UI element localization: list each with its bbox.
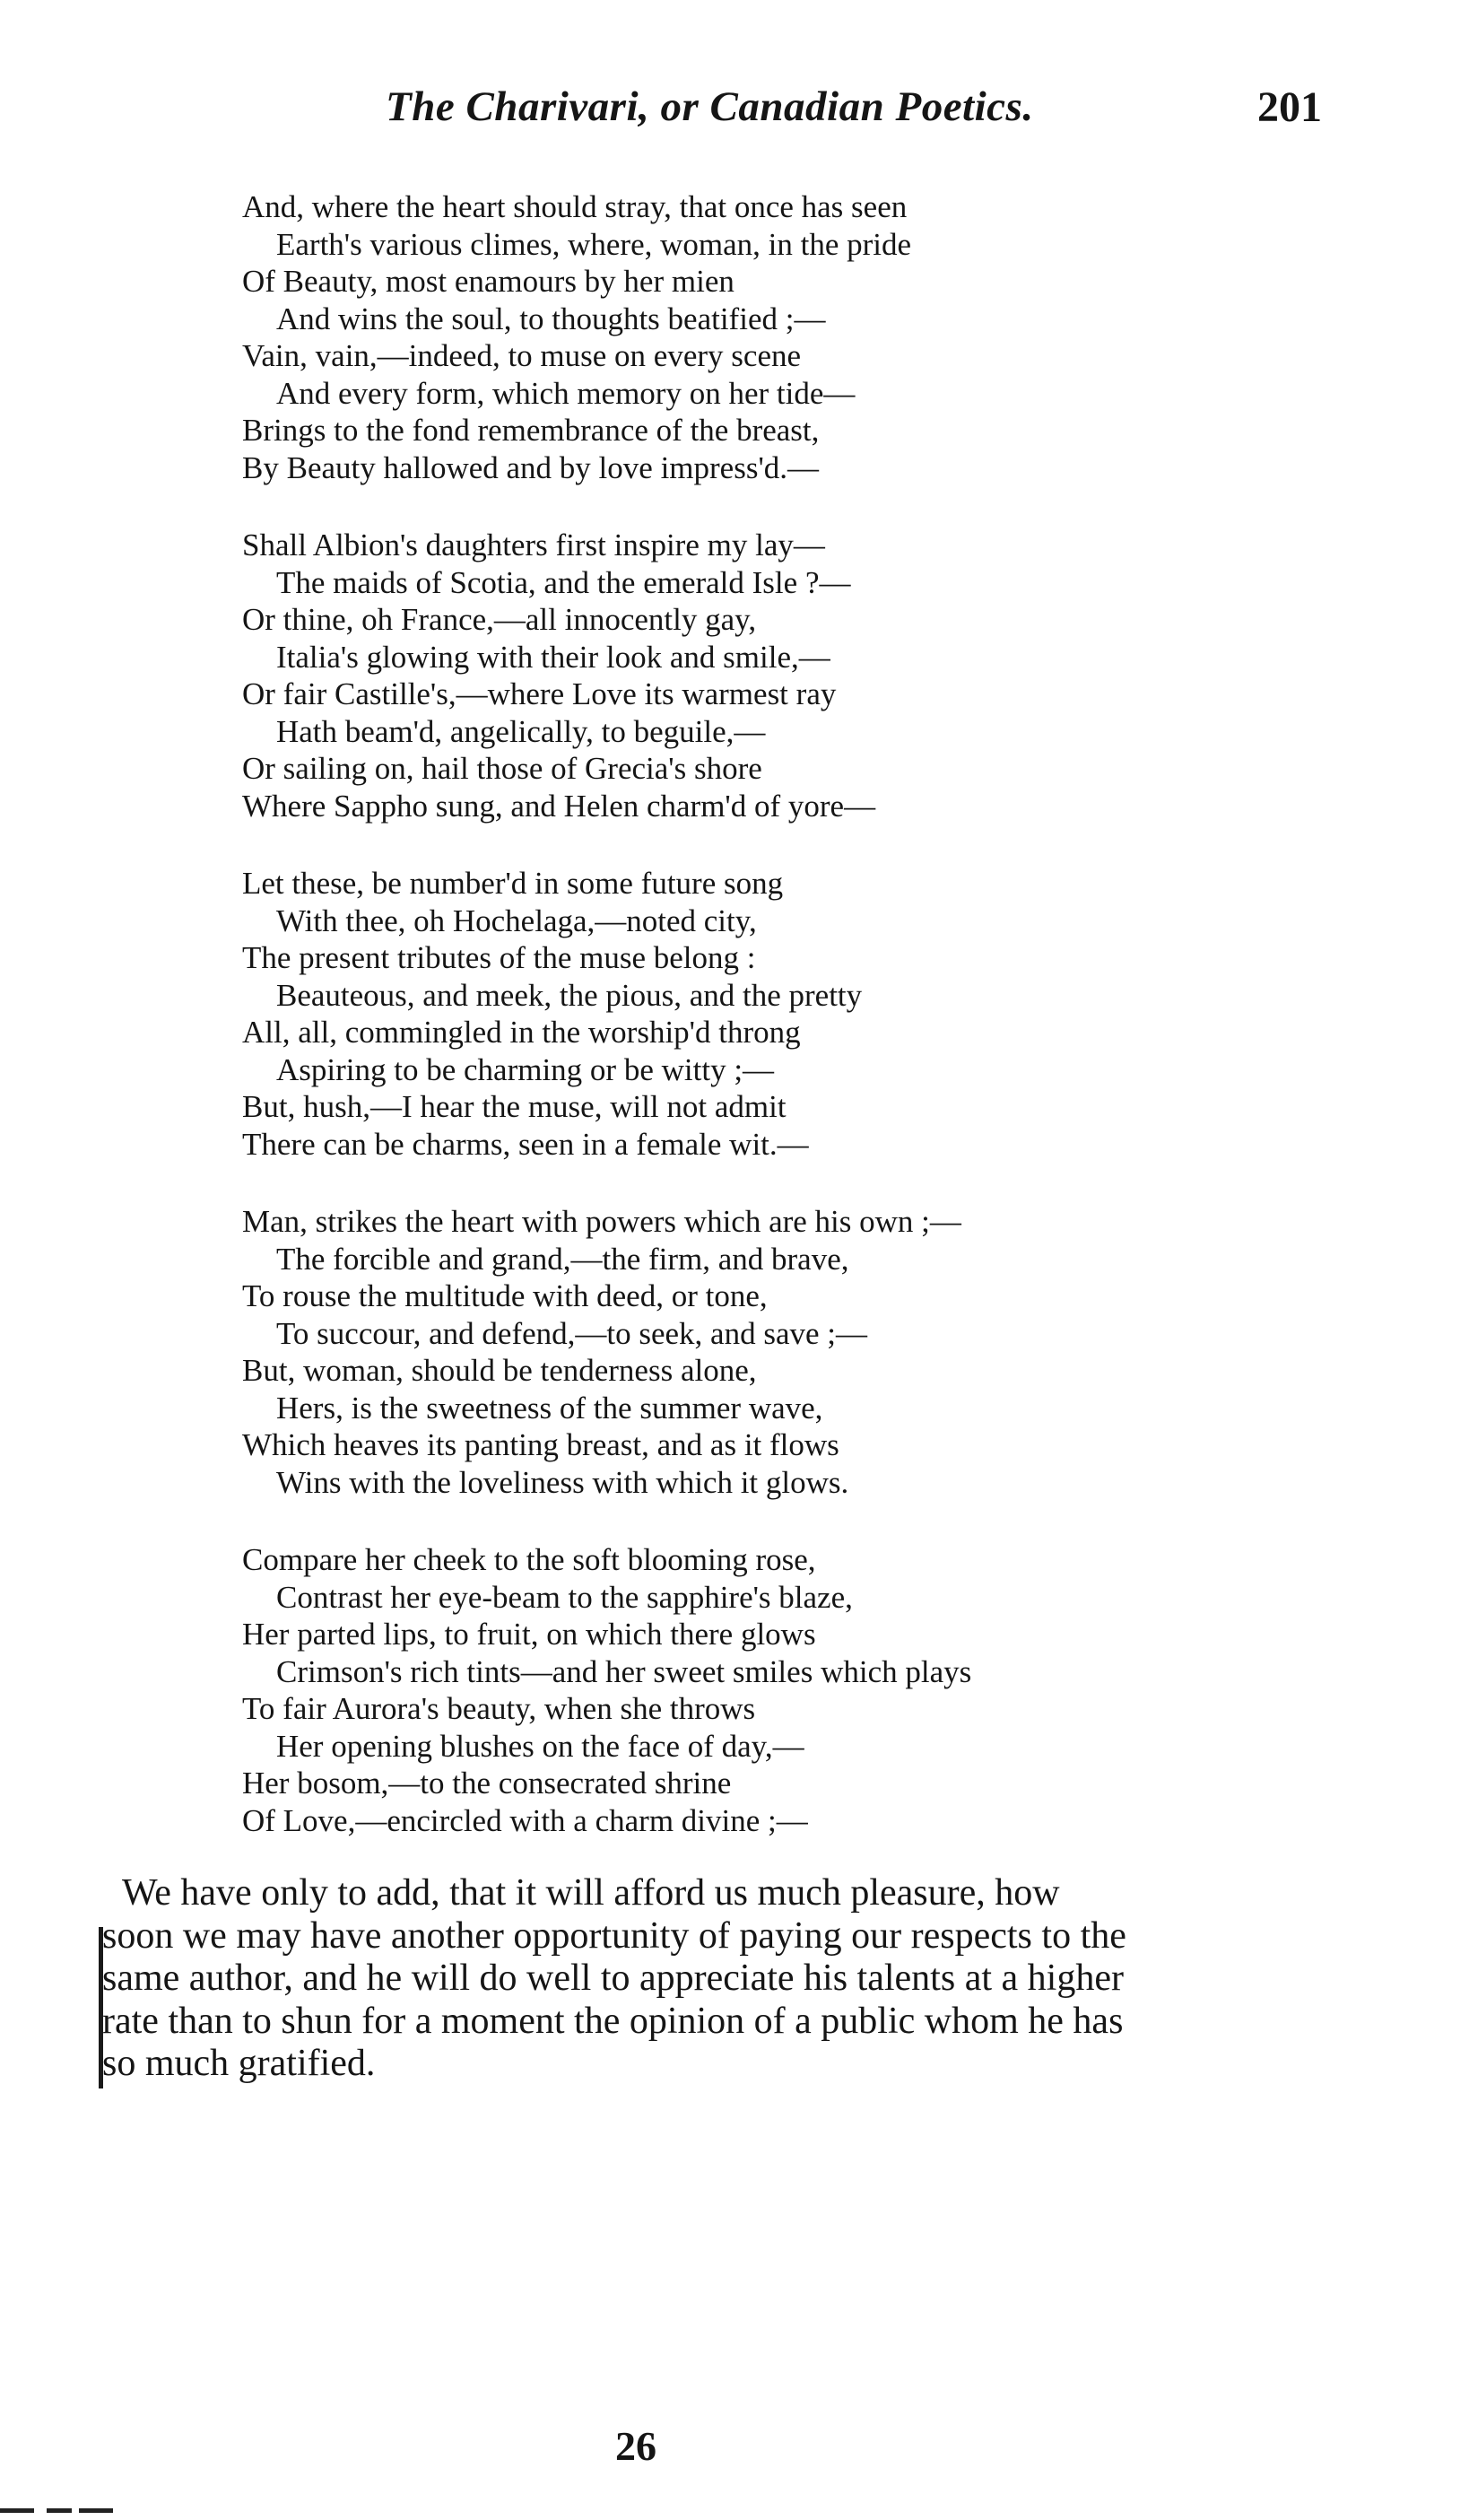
poem-line: Crimson's rich tints—and her sweet smiles which plays <box>276 1653 972 1689</box>
poem-line: Or fair Castille's,—where Love its warmest ray <box>242 676 837 711</box>
poem-line: Hath beam'd, angelically, to beguile,— <box>276 713 766 749</box>
poem-line: Vain, vain,—indeed, to muse on every scene <box>242 338 802 373</box>
poem-line: All, all, commingled in the worship'd throng <box>242 1015 801 1050</box>
paragraph-line: so much gratified. <box>102 2043 376 2084</box>
page-header <box>0 83 1469 145</box>
poem-line: The forcible and grand,—the firm, and brave, <box>276 1241 849 1277</box>
poem-line: Beauteous, and meek, the pious, and the pretty <box>276 977 863 1013</box>
poem-line: Brings to the fond remembrance of the breast, <box>242 413 820 448</box>
poem-line: To fair Aurora's beauty, when she throws <box>242 1691 756 1726</box>
stanza <box>242 527 1139 824</box>
poem-line: Earth's various climes, where, woman, in the pride <box>276 226 912 262</box>
poem-line: And every form, which memory on her tide— <box>276 375 856 411</box>
poem-line: Or thine, oh France,—all innocently gay, <box>242 602 757 637</box>
bottom-rule <box>79 2508 113 2513</box>
poem-line: But, woman, should be tenderness alone, <box>242 1353 757 1388</box>
poem-line: Or sailing on, hail those of Grecia's shore <box>242 751 762 786</box>
running-title: The Charivari, or Canadian Poetics. <box>386 83 1034 130</box>
poem-line: With thee, oh Hochelaga,—noted city, <box>276 902 757 938</box>
bottom-rules <box>0 2508 143 2514</box>
poem-line: Wins with the loveliness with which it glows. <box>276 1464 849 1500</box>
poem-line: Of Love,—encircled with a charm divine ;— <box>242 1802 808 1838</box>
poem-line: Man, strikes the heart with powers which are his own ;— <box>242 1204 961 1239</box>
poem-line: Her parted lips, to fruit, on which there glows <box>242 1617 816 1652</box>
poem-line: By Beauty hallowed and by love impress'd.— <box>242 449 820 485</box>
paragraph-line: soon we may have another opportunity of paying our respects to the <box>102 1914 1126 1957</box>
poem <box>242 188 1139 1879</box>
poem-line: Shall Albion's daughters first inspire my lay— <box>242 528 825 562</box>
poem-line: Contrast her eye-beam to the sapphire's blaze, <box>276 1579 853 1615</box>
stanza <box>242 1203 1139 1501</box>
poem-line: But, hush,—I hear the muse, will not admit <box>242 1089 787 1124</box>
bottom-rule <box>0 2508 34 2513</box>
paragraph-line: same author, and he will do well to appreciate his talents at a higher <box>102 1958 1124 1999</box>
poem-line: And, where the heart should stray, that once has seen <box>242 189 908 224</box>
stanza <box>242 188 1139 486</box>
poem-line: Where Sappho sung, and Helen charm'd of yore— <box>242 788 876 824</box>
poem-line: To succour, and defend,—to seek, and save ;— <box>276 1315 868 1351</box>
stanza <box>242 1541 1139 1839</box>
paragraph-line: We have only to add, that it will afford us much pleasure, how <box>122 1872 1060 1914</box>
bottom-rule <box>47 2508 72 2513</box>
stanza <box>242 865 1139 1163</box>
poem-line: Italia's glowing with their look and smile,— <box>276 639 830 675</box>
page-number: 201 <box>1257 83 1322 131</box>
poem-line: Aspiring to be charming or be witty ;— <box>276 1051 775 1087</box>
poem-line: There can be charms, seen in a female wit.— <box>242 1126 809 1162</box>
paragraph-line: rate than to shun for a moment the opinion of a public whom he has <box>102 2000 1124 2042</box>
poem-line: Let these, be number'd in some future song <box>242 866 784 901</box>
signature-mark: 26 <box>615 2423 656 2469</box>
poem-line: Her opening blushes on the face of day,— <box>276 1728 804 1764</box>
poem-line: Her bosom,—to the consecrated shrine <box>242 1766 732 1801</box>
closing-paragraph <box>102 1872 1313 2086</box>
poem-line: The present tributes of the muse belong : <box>242 940 756 975</box>
poem-line: Which heaves its panting breast, and as it flows <box>242 1427 839 1462</box>
poem-line: Of Beauty, most enamours by her mien <box>242 264 734 299</box>
poem-line: To rouse the multitude with deed, or tone, <box>242 1278 768 1313</box>
poem-line: And wins the soul, to thoughts beatified ;— <box>276 301 826 336</box>
poem-line: Hers, is the sweetness of the summer wave, <box>276 1390 823 1426</box>
poem-line: Compare her cheek to the soft blooming rose, <box>242 1542 816 1577</box>
poem-line: The maids of Scotia, and the emerald Isle ?— <box>276 564 851 600</box>
